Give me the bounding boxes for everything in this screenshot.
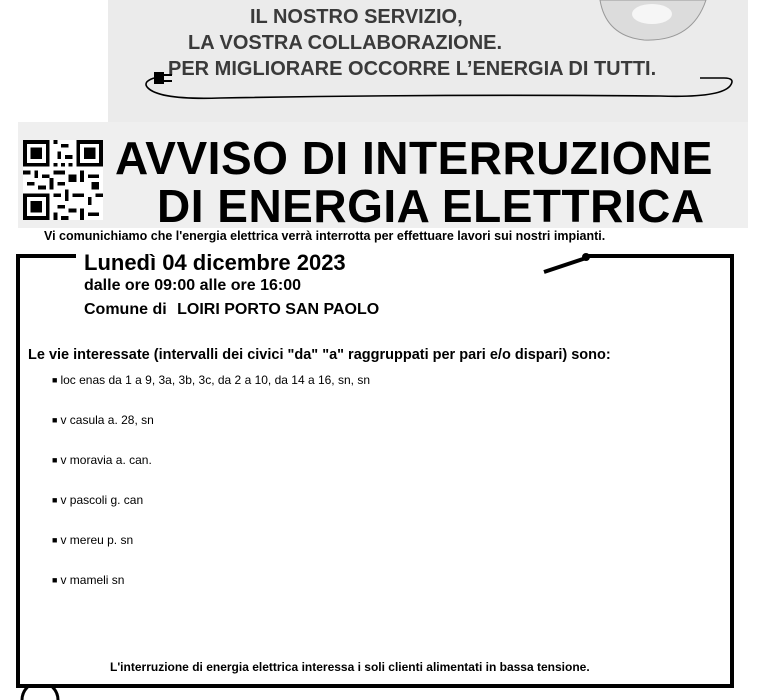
bullet-icon: ■ <box>52 375 58 385</box>
slogan-line-1: IL NOSTRO SERVIZIO, <box>250 6 463 28</box>
street-label: v moravia a. can. <box>60 453 152 467</box>
street-item <box>52 573 124 587</box>
title-line-1: AVVISO DI INTERRUZIONE <box>115 132 713 184</box>
street-item <box>52 453 152 467</box>
bullet-icon: ■ <box>52 495 58 505</box>
comune-name: LOIRI PORTO SAN PAOLO <box>177 301 380 318</box>
comune <box>84 301 385 319</box>
frame-top-right <box>588 254 730 258</box>
street-item <box>52 533 133 547</box>
intro-text: Vi comunichiamo che l'energia elettrica verrà interrotta per effettuare lavori sui nostri impianti. <box>44 229 606 243</box>
outage-date: Lunedì 04 dicembre 2023 <box>84 250 346 275</box>
notice-frame <box>16 254 734 688</box>
plug-cable-icon <box>140 60 740 110</box>
title-line-2: DI ENERGIA ELETTRICA <box>157 180 705 232</box>
page-title <box>115 134 713 230</box>
outage-hours: dalle ore 09:00 alle ore 16:00 <box>84 277 302 294</box>
qr-code-icon <box>22 140 104 220</box>
bullet-icon: ■ <box>52 535 58 545</box>
bullet-icon: ■ <box>52 455 58 465</box>
bullet-icon: ■ <box>52 415 58 425</box>
bullet-icon: ■ <box>52 575 58 585</box>
slogan-line-3: PER MIGLIORARE OCCORRE L’ENERGIA DI TUTTI. <box>168 58 657 80</box>
comune-label: Comune di <box>84 301 167 318</box>
street-item <box>52 493 143 507</box>
corner-circle-icon <box>18 688 62 700</box>
frame-top-left <box>16 254 76 258</box>
street-item <box>52 373 370 387</box>
street-label: loc enas da 1 a 9, 3a, 3b, 3c, da 2 a 10, da 14 a 16, sn, sn <box>60 373 370 387</box>
street-label: v mereu p. sn <box>60 533 134 547</box>
streets-heading: Le vie interessate (intervalli dei civici "da" "a" raggruppati per pari e/o dispari) sono: <box>28 347 611 363</box>
slogan-line-2: LA VOSTRA COLLABORAZIONE. <box>188 32 503 54</box>
footer-note: L'interruzione di energia elettrica interessa i soli clienti alimentati in bassa tensione. <box>110 660 590 674</box>
street-label: v mameli sn <box>60 573 125 587</box>
street-label: v casula a. 28, sn <box>60 413 154 427</box>
street-item <box>52 413 154 427</box>
switch-lever-icon <box>540 248 600 278</box>
street-label: v pascoli g. can <box>60 493 144 507</box>
